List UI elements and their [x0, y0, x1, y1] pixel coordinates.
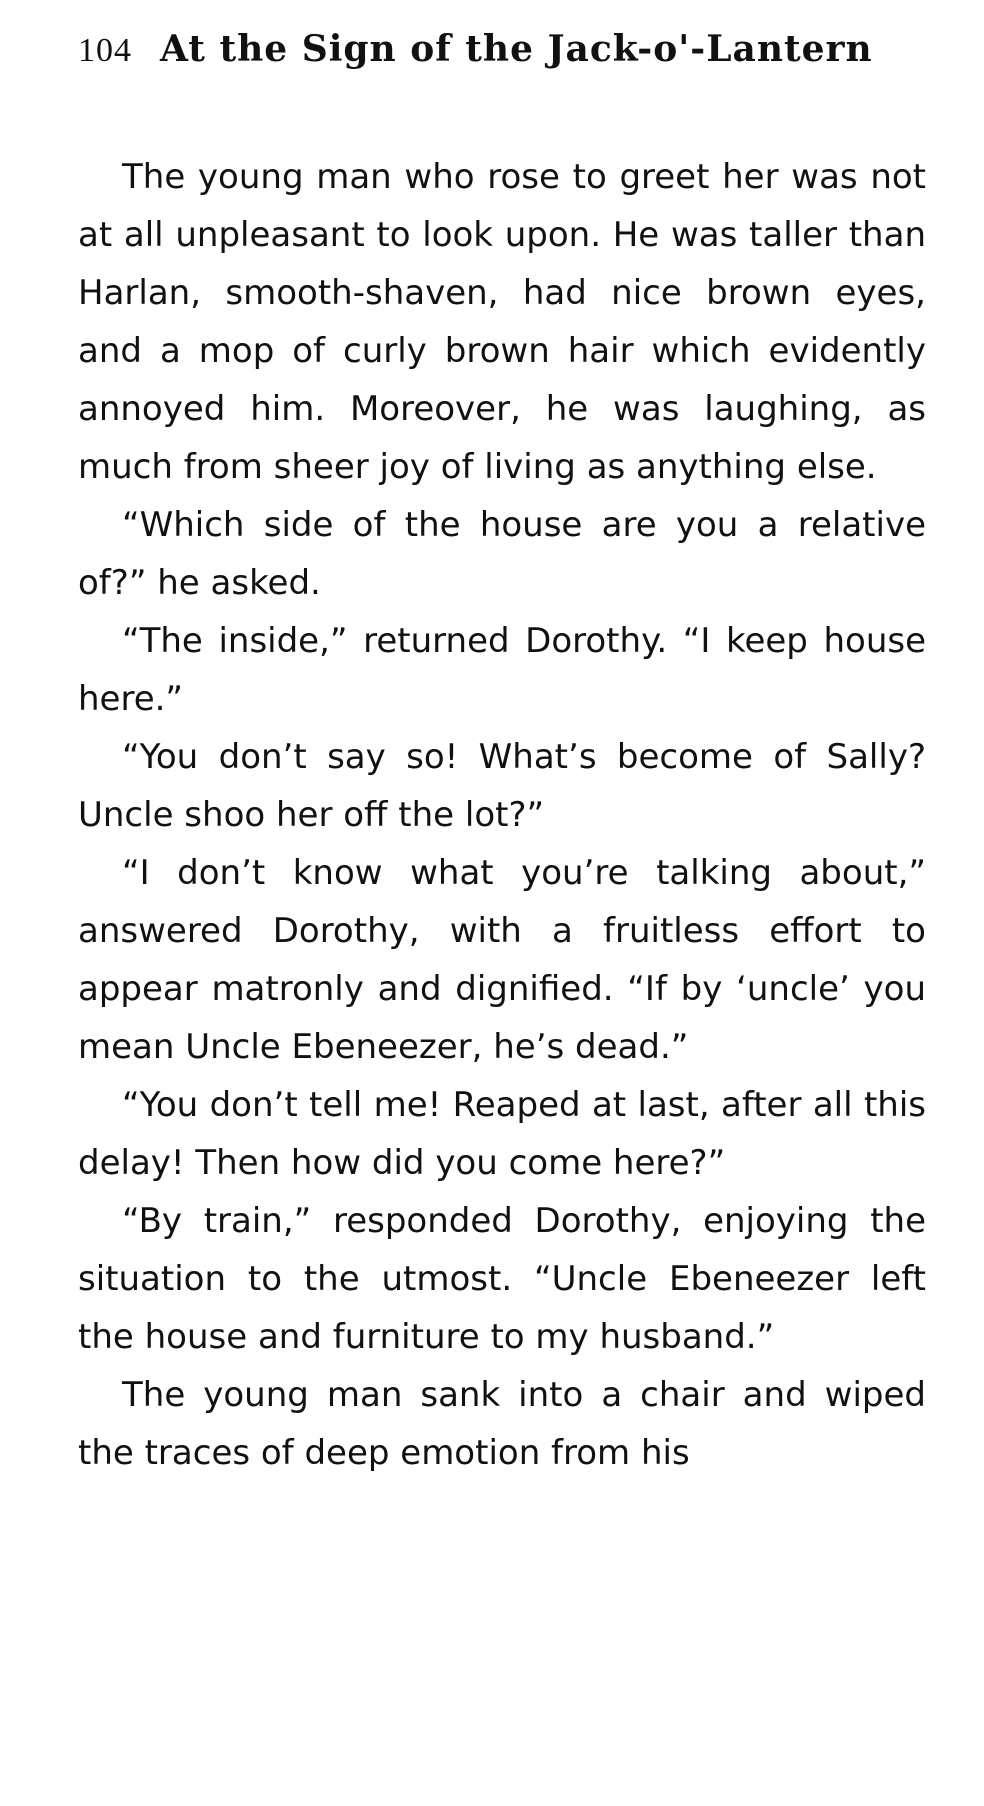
paragraph: The young man sank into a chair and wiped the traces of deep emotion from his: [78, 1375, 926, 1473]
paragraph: “By train,” responded Dorothy, enjoying the situation to the utmost. “Uncle Ebeneezer left the house and furniture to my husband.”: [78, 1201, 926, 1357]
body-text: [78, 148, 926, 1482]
page-number: 104: [78, 32, 132, 69]
paragraph: “The inside,” returned Dorothy. “I keep house here.”: [78, 621, 926, 719]
running-head: [78, 28, 938, 88]
paragraph: “Which side of the house are you a relative of?” he asked.: [78, 505, 926, 603]
paragraph: “I don’t know what you’re talking about,” answered Dorothy, with a fruitless effort to appear matronly and dignified. “If by ‘uncle’ you mean Uncle Ebeneezer, he’s dead.”: [78, 853, 926, 1067]
paragraph: “You don’t tell me! Reaped at last, after all this delay! Then how did you come here?”: [78, 1085, 926, 1183]
running-title: At the Sign of the Jack-o'-Lantern: [160, 28, 873, 70]
paragraph: The young man who rose to greet her was not at all unpleasant to look upon. He was taller than Harlan, smooth-shaven, had nice brown eyes, and a mop of curly brown hair which evidently annoyed him. Moreover, he was laughing, as much from sheer joy of living as anything else.: [78, 157, 926, 487]
paragraph: “You don’t say so! What’s become of Sally? Uncle shoo her off the lot?”: [78, 737, 926, 835]
